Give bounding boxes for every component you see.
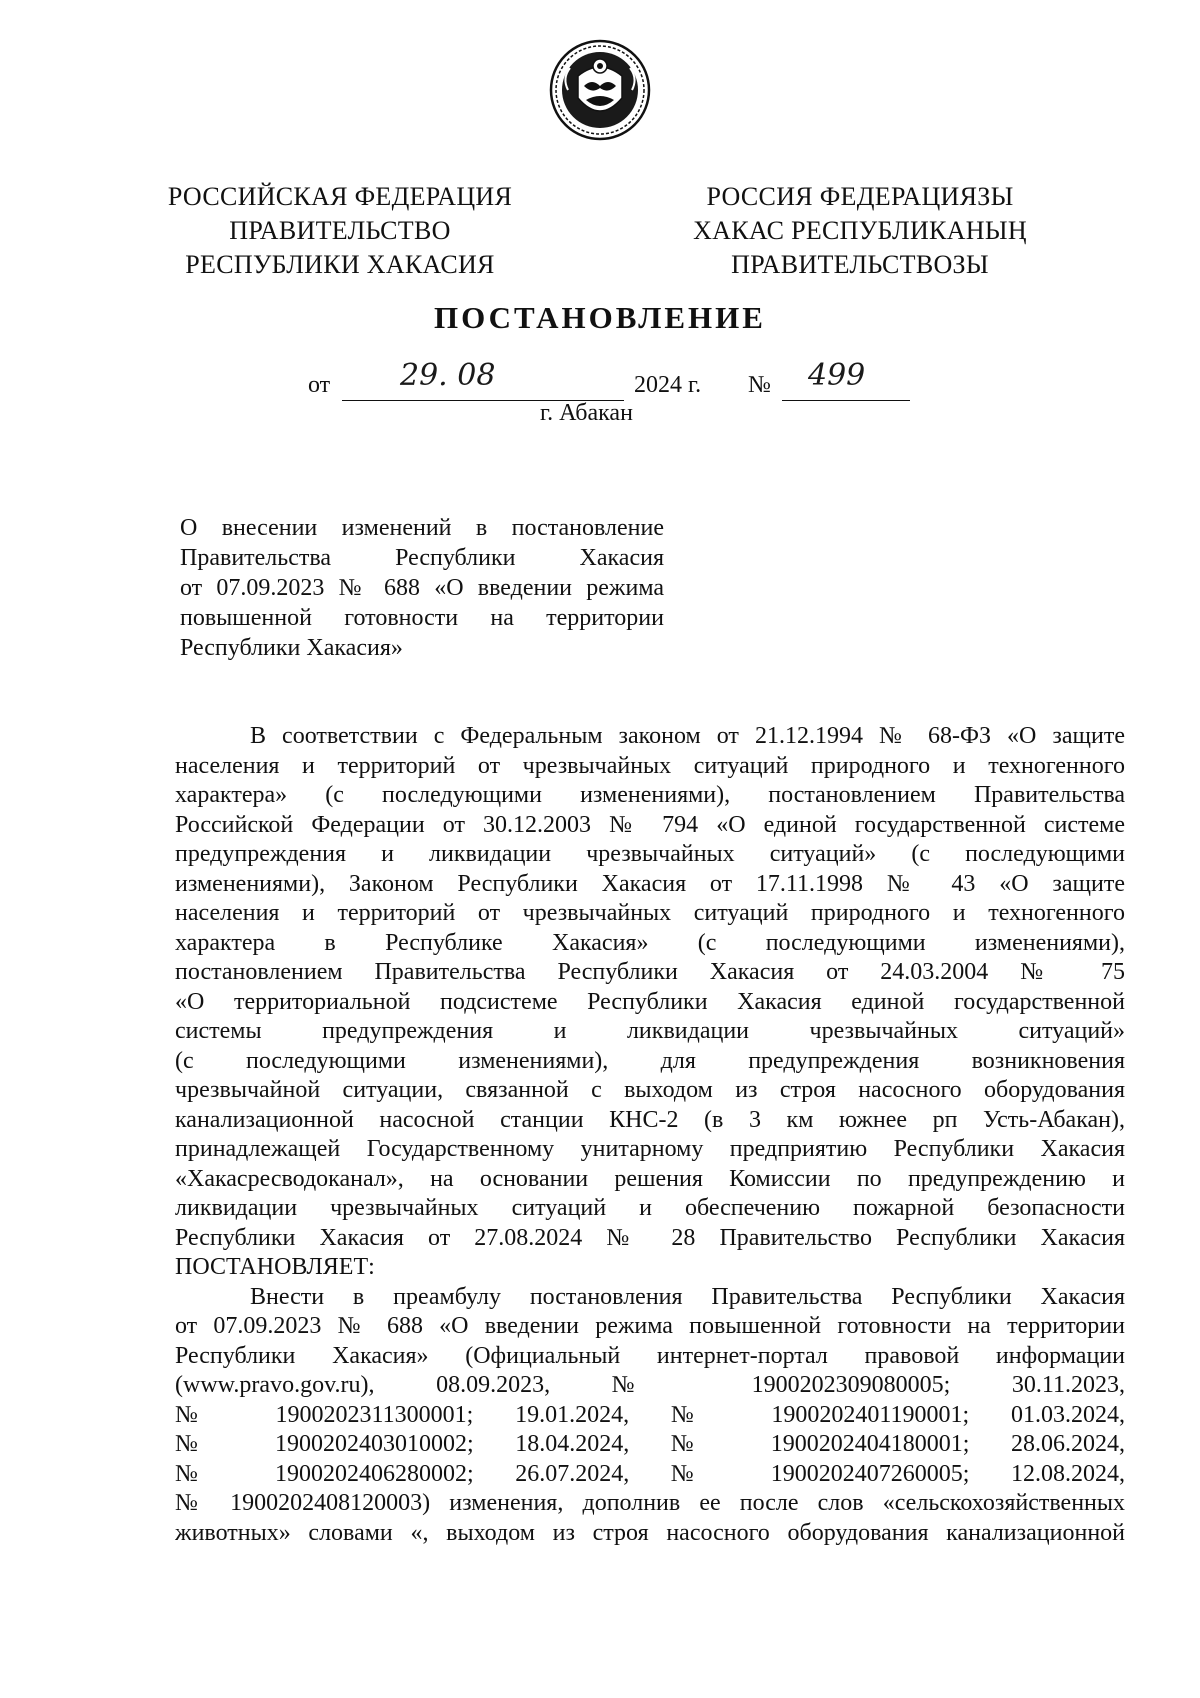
year-label: 2024 г. xyxy=(634,372,702,398)
subject-line: О внесении изменений в постановление xyxy=(180,515,664,541)
body-line: предупреждения и ликвидации чрезвычайных ситуаций» (с последующими xyxy=(175,841,1125,867)
number-underline xyxy=(782,400,910,401)
header-left-line: ПРАВИТЕЛЬСТВО xyxy=(229,216,451,245)
document-title: ПОСТАНОВЛЕНИЕ xyxy=(434,300,766,335)
subject-line: Правительства Республики Хакасия xyxy=(180,545,664,571)
body-line: изменениями), Законом Республики Хакасия от 17.11.1998 № 43 «О защите xyxy=(175,870,1125,897)
body-line: Республики Хакасия» (Официальный интернет-портал правовой информации xyxy=(175,1342,1125,1369)
body-line: ликвидации чрезвычайных ситуаций и обеспечению пожарной безопасности xyxy=(175,1195,1125,1221)
body-line: Республики Хакасия от 27.08.2024 № 28 Правительство Республики Хакасия xyxy=(175,1224,1125,1251)
body-line: населения и территорий от чрезвычайных ситуаций природного и техногенного xyxy=(175,900,1125,926)
number-label: № xyxy=(748,372,771,398)
header-left-line: РЕСПУБЛИКИ ХАКАСИЯ xyxy=(185,250,495,279)
header-left-ru xyxy=(160,180,520,282)
body-line: В соответствии с Федеральным законом от 21.12.1994 № 68-ФЗ «О защите xyxy=(250,723,1125,749)
coat-of-arms-emblem xyxy=(548,38,652,142)
city-label: г. Абакан xyxy=(540,400,633,426)
body-line: № 1900202406280002; 26.07.2024, № 1900202407260005; 12.08.2024, xyxy=(175,1460,1125,1487)
body-line: принадлежащей Государственному унитарному предприятию Республики Хакасия xyxy=(175,1136,1125,1162)
body-line: № 1900202403010002; 18.04.2024, № 1900202404180001; 28.06.2024, xyxy=(175,1431,1125,1457)
from-label: от xyxy=(308,372,331,398)
header-left-line: РОССИЙСКАЯ ФЕДЕРАЦИЯ xyxy=(167,182,513,211)
header-right-line: ПРАВИТЕЛЬСТВОЗЫ xyxy=(731,250,989,279)
body-line: характера в Республике Хакасия» (с последующими изменениями), xyxy=(175,929,1125,956)
handwritten-date: 29. 08 xyxy=(400,358,496,393)
subject-line: от 07.09.2023 № 688 «О введении режима xyxy=(180,575,664,601)
header-right-line: РОССИЯ ФЕДЕРАЦИЯЗЫ xyxy=(706,182,1014,211)
document-body xyxy=(175,722,1125,1548)
body-line: канализационной насосной станции КНС-2 (в 3 км южнее рп Усть-Абакан), xyxy=(175,1106,1125,1133)
body-line: (с последующими изменениями), для предупреждения возникновения xyxy=(175,1047,1125,1074)
body-line: чрезвычайной ситуации, связанной с выходом из строя насосного оборудования xyxy=(175,1077,1125,1103)
body-line: (www.pravo.gov.ru), 08.09.2023, № 1900202309080005; 30.11.2023, xyxy=(175,1372,1125,1398)
document-subject xyxy=(180,513,664,663)
body-line: № 1900202311300001; 19.01.2024, № 1900202401190001; 01.03.2024, xyxy=(175,1401,1125,1428)
body-line: Российской Федерации от 30.12.2003 № 794 «О единой государственной системе xyxy=(175,811,1125,838)
body-line: ПОСТАНОВЛЯЕТ: xyxy=(175,1254,375,1280)
body-line: Внести в преамбулу постановления Правительства Республики Хакасия xyxy=(250,1283,1125,1310)
body-line: «Хакасресводоканал», на основании решения Комиссии по предупреждению и xyxy=(175,1165,1125,1192)
body-line: постановлением Правительства Республики Хакасия от 24.03.2004 № 75 xyxy=(175,959,1125,985)
handwritten-number: 499 xyxy=(808,358,866,393)
body-line: от 07.09.2023 № 688 «О введении режима повышенной готовности на территории xyxy=(175,1313,1125,1339)
body-line: населения и территорий от чрезвычайных ситуаций природного и техногенного xyxy=(175,752,1125,779)
body-line: животных» словами «, выходом из строя насосного оборудования канализационной xyxy=(175,1519,1125,1546)
subject-line: повышенной готовности на территории xyxy=(180,605,664,631)
body-line: характера» (с последующими изменениями), постановлением Правительства xyxy=(175,782,1125,808)
subject-line: Республики Хакасия» xyxy=(180,635,403,661)
body-line: № 1900202408120003) изменения, дополнив ее после слов «сельскохозяйственных xyxy=(175,1490,1125,1516)
header-right-khakas xyxy=(680,180,1040,282)
body-line: системы предупреждения и ликвидации чрезвычайных ситуаций» xyxy=(175,1018,1125,1044)
header-right-line: ХАКАС РЕСПУБЛИКАНЫҢ xyxy=(693,216,1027,245)
body-line: «О территориальной подсистеме Республики Хакасия единой государственной xyxy=(175,988,1125,1015)
